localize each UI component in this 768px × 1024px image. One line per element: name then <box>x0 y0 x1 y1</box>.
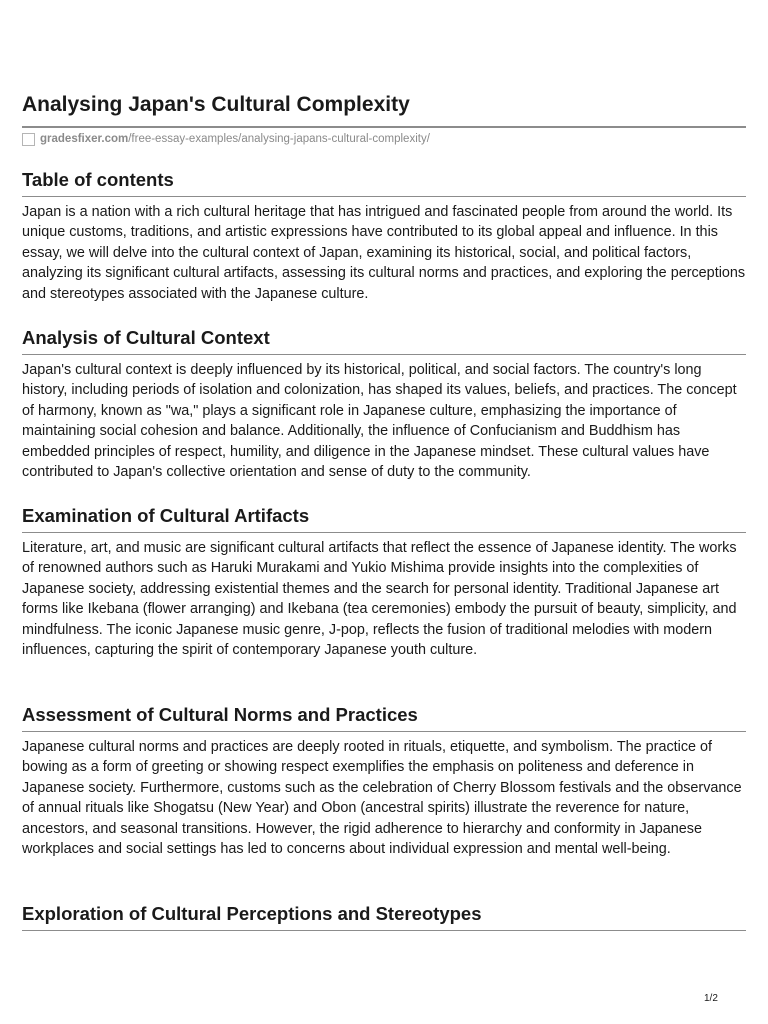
section-paragraph: Japan is a nation with a rich cultural heritage that has intrigued and fascinated people from around the world. Its unique customs, traditions, and artistic expressions have contributed to its global appeal and influence. In this essay, we will delve into the cultural context of Japan, examining its historical, social, and political factors, analyzing its significant cultural artifacts, assessing its cultural norms and practices, and exploring the perceptions and stereotypes associated with the Japanese culture. <box>22 204 746 302</box>
section-examination-of-cultural-artifacts <box>22 503 746 660</box>
section-paragraph: Japan's cultural context is deeply influenced by its historical, political, and social factors. The country's long history, including periods of isolation and colonization, has shaped its values, beliefs, and practices. The concept of harmony, known as "wa," plays a significant role in Japanese culture, emphasizing the importance of maintaining social cohesion and balance. Additionally, the influence of Confucianism and Buddhism has embedded principles of respect, humility, and diligence in the Japanese mindset. These cultural values have contributed to Japan's collective orientation and sense of duty to the community. <box>22 362 737 481</box>
section-heading: Analysis of Cultural Context <box>22 327 270 348</box>
source-link[interactable] <box>22 130 430 148</box>
section-heading: Assessment of Cultural Norms and Practices <box>22 704 418 725</box>
section-divider <box>22 196 746 197</box>
section-analysis-of-cultural-context <box>22 325 746 482</box>
section-paragraph: Literature, art, and music are significant cultural artifacts that reflect the essence of Japanese identity. The works of renowned authors such as Haruki Murakami and Yukio Mishima provide insights into the complexities of Japanese society, addressing existential themes and the search for personal identity. Traditional Japanese art forms like Ikebana (flower arranging) and Ikebana (tea ceremonies) embody the pursuit of beauty, simplicity, and mindfulness. The iconic Japanese music genre, J-pop, reflects the fusion of traditional melodies with modern influences, capturing the spirit of contemporary Japanese youth culture. <box>22 540 737 659</box>
document-title: Analysing Japan's Cultural Complexity <box>22 93 410 116</box>
section-exploration-of-cultural-perceptions <box>22 901 746 931</box>
section-paragraph: Japanese cultural norms and practices are deeply rooted in rituals, etiquette, and symbolism. The practice of bowing as a form of greeting or showing respect exemplifies the emphasis on politeness and deference in Japanese society. Furthermore, customs such as the celebration of Cherry Blossom festivals and the observance of annual rituals like Shogatsu (New Year) and Obon (ancestral spirits) illustrate the reverence for nature, ancestors, and seasonal transitions. However, the rigid adherence to hierarchy and conformity in Japanese workplaces and social settings has led to concerns about individual expression and mental well-being. <box>22 739 742 858</box>
source-path[interactable]: /free-essay-examples/analysing-japans-cultural-complexity/ <box>128 133 430 145</box>
page-number: 1/2 <box>704 993 718 1004</box>
section-divider <box>22 731 746 732</box>
section-heading: Exploration of Cultural Perceptions and Stereotypes <box>22 903 482 924</box>
section-heading: Table of contents <box>22 169 174 190</box>
source-domain[interactable]: gradesfixer.com <box>40 133 129 145</box>
page-icon <box>22 133 35 146</box>
section-table-of-contents <box>22 167 746 304</box>
title-divider <box>22 126 746 128</box>
section-divider <box>22 532 746 533</box>
section-heading: Examination of Cultural Artifacts <box>22 505 310 526</box>
section-divider <box>22 354 746 355</box>
section-assessment-of-cultural-norms <box>22 702 746 859</box>
section-divider <box>22 930 746 931</box>
